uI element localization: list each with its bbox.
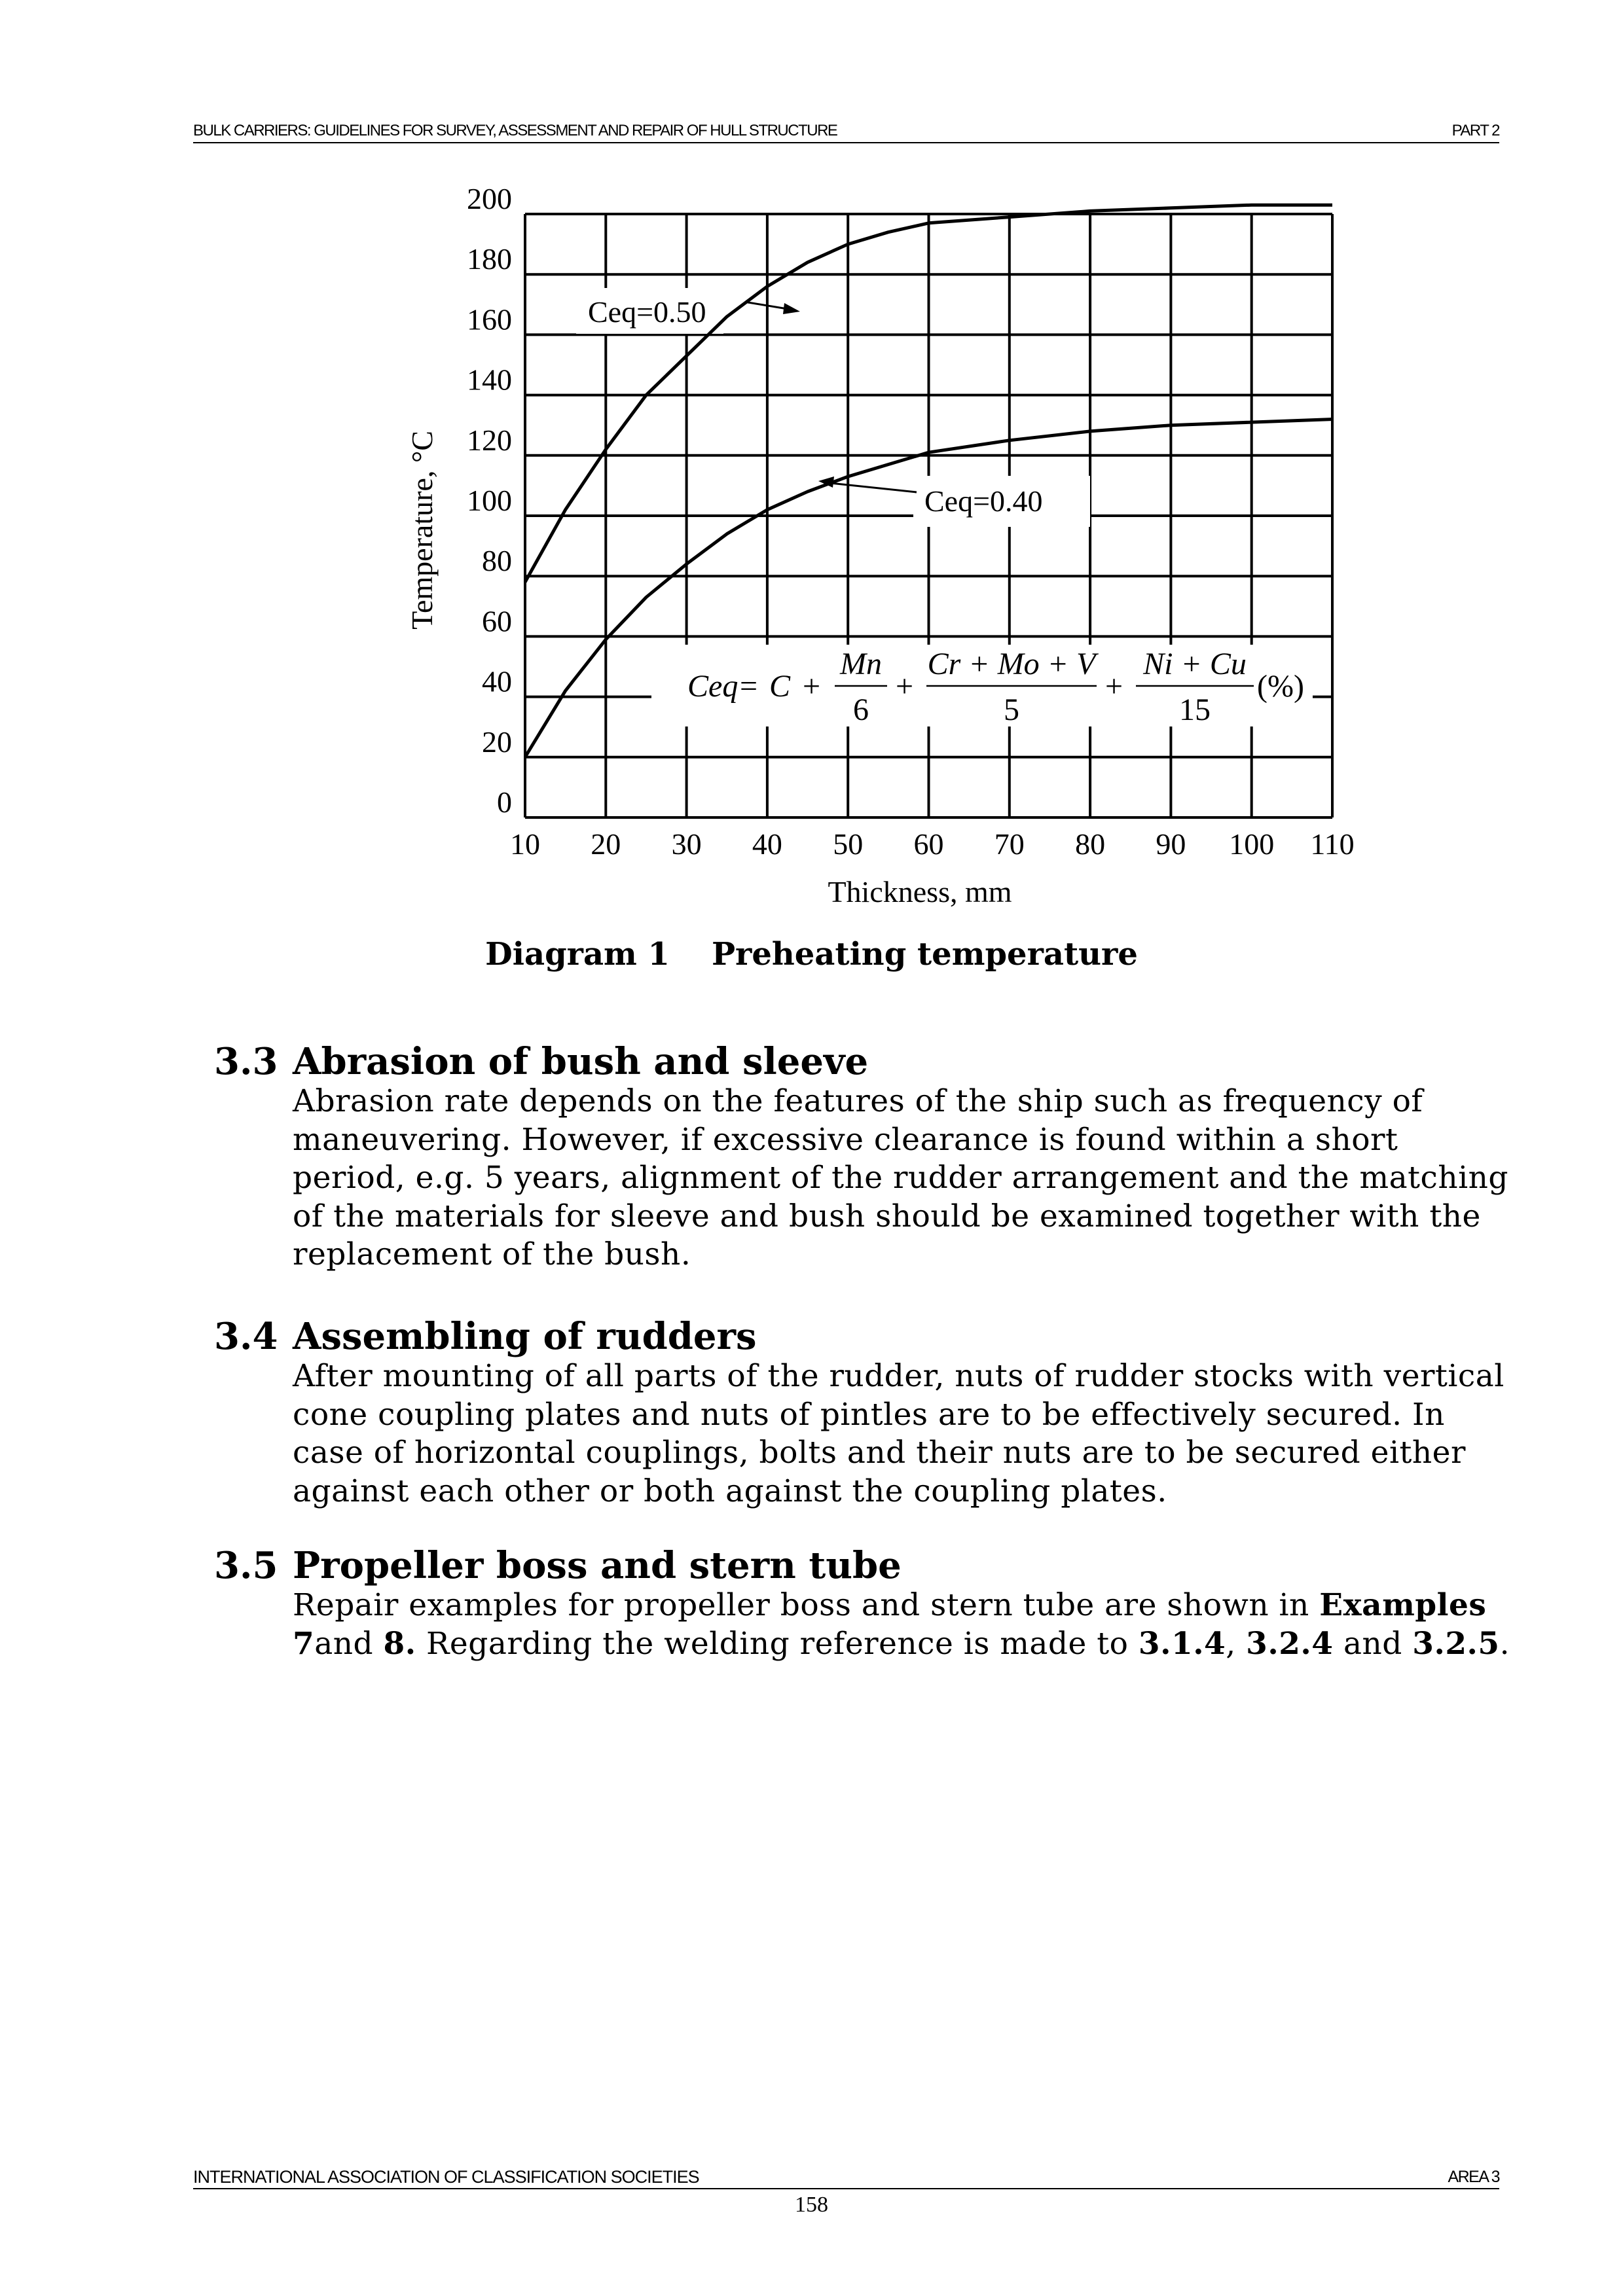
body-text: . — [1499, 1625, 1510, 1662]
y-tick-label: 100 — [467, 484, 512, 517]
x-axis-title: Thickness, mm — [828, 875, 1012, 908]
x-tick-label: 80 — [1075, 827, 1106, 861]
page-number: 158 — [795, 2193, 828, 2217]
header-title: BULK CARRIERS: GUIDELINES FOR SURVEY, ASSESSMENT AND REPAIR OF HULL STRUCTURE — [193, 122, 837, 139]
section-heading — [214, 1041, 1517, 1083]
x-tick-label: 110 — [1310, 827, 1355, 861]
section-body: Abrasion rate depends on the features of the ship such as frequency of maneuvering. However, if excessive clearance is found within a short period, e.g. 5 years, alignment of the rudder arrangement and the matching of the materials for sleeve and bush should be examined together with the replacement of the bush. — [293, 1083, 1508, 1272]
examples-reference: Examples 7 — [293, 1587, 1487, 1662]
diagram-caption — [0, 936, 1623, 973]
section-body — [293, 1587, 1517, 1663]
section-number: 3.3 — [214, 1040, 278, 1083]
formula-lhs: Ceq — [687, 669, 739, 704]
example-8-reference: 8. — [383, 1625, 416, 1662]
annotation-arrow-040 — [824, 482, 917, 492]
y-tick-label: 0 — [497, 785, 512, 819]
formula-frac1-den: 6 — [853, 692, 869, 727]
section-body: After mounting of all parts of the rudder, nuts of rudder stocks with vertical cone coupling plates and nuts of pintles are to be effectively secured. In case of horizontal couplings, bolts and their nuts are to be secured either against each other or both against the coupling plates. — [293, 1358, 1504, 1509]
formula-frac3-den: 15 — [1179, 692, 1211, 727]
formula-plus: + — [803, 669, 821, 704]
page-footer — [193, 2166, 1499, 2189]
x-tick-label: 10 — [510, 827, 540, 861]
y-tick-label: 180 — [467, 242, 512, 276]
x-tick-label: 70 — [994, 827, 1025, 861]
formula-frac1-num: Mn — [840, 647, 882, 681]
footer-organization: INTERNATIONAL ASSOCIATION OF CLASSIFICATION SOCIETIES — [193, 2167, 699, 2187]
formula-eq: = — [740, 669, 758, 704]
body-text: Repair examples for propeller boss and stern tube are shown in — [293, 1587, 1320, 1623]
formula-frac2-den: 5 — [1004, 692, 1019, 727]
ref-3-2-4: 3.2.4 — [1246, 1625, 1334, 1662]
section-title: Abrasion of bush and sleeve — [293, 1040, 869, 1083]
y-tick-label: 60 — [482, 604, 512, 638]
y-tick-label: 40 — [482, 664, 512, 698]
section-number: 3.4 — [214, 1315, 278, 1358]
annotation-arrowhead-050 — [783, 303, 800, 314]
x-tick-label: 30 — [671, 827, 702, 861]
body-text: and — [1333, 1625, 1413, 1662]
x-tick-label: 40 — [752, 827, 782, 861]
section-heading — [214, 1545, 1517, 1587]
footer-area: AREA 3 — [1448, 2168, 1499, 2186]
x-tick-label: 100 — [1229, 827, 1275, 861]
formula-plus: + — [896, 669, 914, 704]
body-text: Regarding the welding reference is made to — [416, 1625, 1139, 1662]
annotation-ceq-050: Ceq=0.50 — [588, 295, 706, 329]
ref-3-2-5: 3.2.5 — [1412, 1625, 1500, 1662]
x-tick-label: 90 — [1156, 827, 1186, 861]
y-tick-label: 200 — [467, 182, 512, 215]
formula-frac3-num: Ni + Cu — [1143, 647, 1247, 681]
y-tick-label: 160 — [467, 302, 512, 336]
body-text: and — [314, 1625, 384, 1662]
x-tick-label: 20 — [591, 827, 621, 861]
caption-title: Preheating temperature — [711, 936, 1138, 973]
formula-c: C — [769, 669, 791, 704]
body-text: , — [1226, 1625, 1247, 1662]
formula-plus: + — [1105, 669, 1123, 704]
formula-frac2-num: Cr + Mo + V — [927, 647, 1096, 681]
y-tick-label: 20 — [482, 725, 512, 759]
header-part: PART 2 — [1451, 122, 1499, 139]
y-axis-title: Temperature, °C — [405, 431, 439, 630]
section-title: Assembling of rudders — [293, 1315, 757, 1358]
section-3-5 — [214, 1545, 1517, 1663]
section-number: 3.5 — [214, 1544, 278, 1587]
caption-label: Diagram 1 — [485, 936, 670, 973]
ref-3-1-4: 3.1.4 — [1138, 1625, 1226, 1662]
x-tick-label: 50 — [833, 827, 864, 861]
section-3-3 — [214, 1041, 1517, 1274]
section-3-4 — [214, 1316, 1517, 1511]
chart-ticks — [467, 182, 1355, 861]
y-tick-label: 120 — [467, 423, 512, 457]
x-tick-label: 60 — [913, 827, 944, 861]
preheating-chart — [0, 0, 1623, 929]
y-tick-label: 80 — [482, 544, 512, 578]
formula-unit: (%) — [1257, 669, 1304, 704]
section-heading — [214, 1316, 1517, 1357]
annotation-ceq-040: Ceq=0.40 — [924, 484, 1043, 518]
y-tick-label: 140 — [467, 363, 512, 397]
section-title: Propeller boss and stern tube — [293, 1544, 902, 1587]
